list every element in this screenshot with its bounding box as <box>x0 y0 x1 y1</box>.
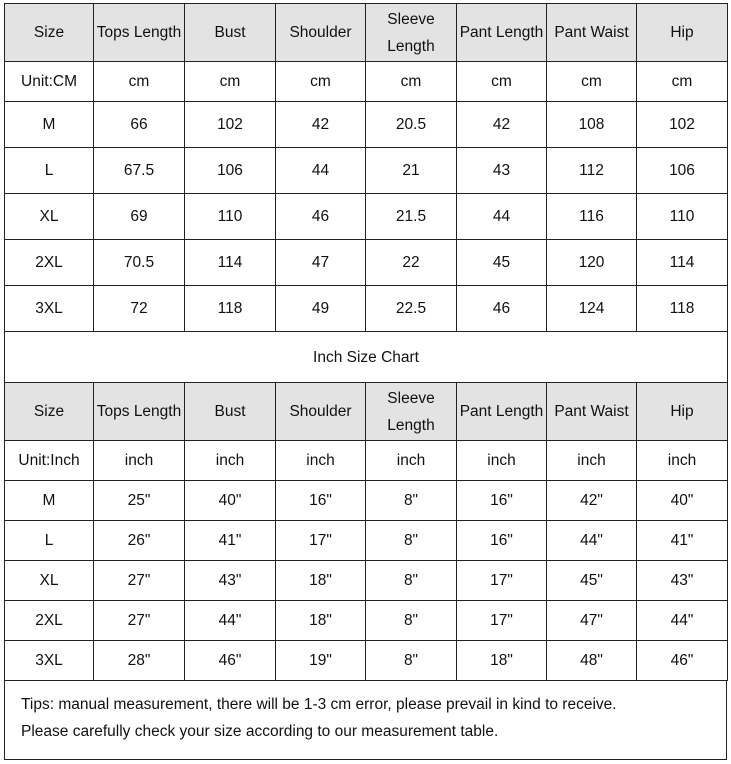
inch-size-row <box>5 561 728 601</box>
measurement-cell: 46" <box>637 641 728 681</box>
col-header-hip: Hip <box>637 383 728 441</box>
measurement-cell: 16" <box>457 481 547 521</box>
measurement-cell: 17" <box>276 521 366 561</box>
measurement-cell: 40" <box>637 481 728 521</box>
col-header-size: Size <box>5 383 94 441</box>
measurement-cell: 27" <box>94 601 185 641</box>
unit-cell: Unit:Inch <box>5 441 94 481</box>
col-header-bust: Bust <box>185 383 276 441</box>
measurement-cell: 47" <box>547 601 637 641</box>
measurement-cell: 120 <box>547 240 637 286</box>
col-header-bust: Bust <box>185 4 276 62</box>
measurement-cell: 22 <box>366 240 457 286</box>
unit-cell: cm <box>547 62 637 102</box>
inch-unit-row <box>5 441 728 481</box>
size-cell: M <box>5 481 94 521</box>
size-chart-sheet <box>4 3 727 760</box>
measurement-cell: 8" <box>366 481 457 521</box>
size-cell: 3XL <box>5 286 94 332</box>
size-cell: 2XL <box>5 240 94 286</box>
col-header-pant-waist: Pant Waist <box>547 4 637 62</box>
measurement-cell: 44" <box>547 521 637 561</box>
measurement-cell: 21.5 <box>366 194 457 240</box>
cm-header-row <box>5 4 728 62</box>
unit-cell: inch <box>457 441 547 481</box>
measurement-cell: 48" <box>547 641 637 681</box>
measurement-cell: 45 <box>457 240 547 286</box>
measurement-cell: 49 <box>276 286 366 332</box>
measurement-cell: 42" <box>547 481 637 521</box>
measurement-cell: 118 <box>637 286 728 332</box>
measurement-cell: 28" <box>94 641 185 681</box>
measurement-cell: 19" <box>276 641 366 681</box>
size-cell: 2XL <box>5 601 94 641</box>
measurement-cell: 41" <box>185 521 276 561</box>
measurement-cell: 8" <box>366 561 457 601</box>
measurement-cell: 17" <box>457 561 547 601</box>
measurement-cell: 108 <box>547 102 637 148</box>
unit-cell: cm <box>457 62 547 102</box>
col-header-pant-waist: Pant Waist <box>547 383 637 441</box>
measurement-cell: 40" <box>185 481 276 521</box>
measurement-cell: 116 <box>547 194 637 240</box>
measurement-cell: 118 <box>185 286 276 332</box>
measurement-cell: 46 <box>276 194 366 240</box>
measurement-cell: 42 <box>457 102 547 148</box>
cm-size-row <box>5 102 728 148</box>
size-chart-table <box>4 3 728 681</box>
measurement-cell: 43" <box>637 561 728 601</box>
measurement-cell: 110 <box>637 194 728 240</box>
measurement-cell: 124 <box>547 286 637 332</box>
measurement-cell: 45" <box>547 561 637 601</box>
measurement-cell: 46 <box>457 286 547 332</box>
measurement-cell: 110 <box>185 194 276 240</box>
measurement-cell: 43" <box>185 561 276 601</box>
col-header-size: Size <box>5 4 94 62</box>
measurement-cell: 27" <box>94 561 185 601</box>
size-cell: XL <box>5 561 94 601</box>
measurement-cell: 25" <box>94 481 185 521</box>
size-cell: M <box>5 102 94 148</box>
measurement-cell: 43 <box>457 148 547 194</box>
unit-cell: cm <box>637 62 728 102</box>
unit-cell: inch <box>94 441 185 481</box>
measurement-cell: 16" <box>276 481 366 521</box>
size-chart-body <box>5 4 728 681</box>
measurement-cell: 106 <box>185 148 276 194</box>
measurement-cell: 47 <box>276 240 366 286</box>
col-header-tops-length: Tops Length <box>94 383 185 441</box>
measurement-cell: 114 <box>185 240 276 286</box>
size-cell: L <box>5 521 94 561</box>
measurement-cell: 42 <box>276 102 366 148</box>
col-header-hip: Hip <box>637 4 728 62</box>
inch-caption-row <box>5 332 728 383</box>
size-cell: XL <box>5 194 94 240</box>
measurement-cell: 44 <box>276 148 366 194</box>
cm-size-row <box>5 148 728 194</box>
inch-size-row <box>5 641 728 681</box>
col-header-tops-length: Tops Length <box>94 4 185 62</box>
measurement-cell: 46" <box>185 641 276 681</box>
measurement-cell: 16" <box>457 521 547 561</box>
measurement-cell: 70.5 <box>94 240 185 286</box>
unit-cell: inch <box>366 441 457 481</box>
col-header-shoulder: Shoulder <box>276 4 366 62</box>
measurement-cell: 18" <box>457 641 547 681</box>
unit-cell: inch <box>637 441 728 481</box>
inch-header-row <box>5 383 728 441</box>
measurement-cell: 44" <box>637 601 728 641</box>
measurement-cell: 8" <box>366 601 457 641</box>
measurement-cell: 66 <box>94 102 185 148</box>
col-header-pant-length: Pant Length <box>457 383 547 441</box>
inch-size-row <box>5 601 728 641</box>
size-cell: 3XL <box>5 641 94 681</box>
col-header-sleeve-length: Sleeve Length <box>366 4 457 62</box>
measurement-cell: 21 <box>366 148 457 194</box>
measurement-cell: 17" <box>457 601 547 641</box>
cm-size-row <box>5 286 728 332</box>
measurement-cell: 8" <box>366 641 457 681</box>
col-header-sleeve-length: Sleeve Length <box>366 383 457 441</box>
measurement-cell: 67.5 <box>94 148 185 194</box>
measurement-cell: 102 <box>185 102 276 148</box>
measurement-cell: 44" <box>185 601 276 641</box>
measurement-cell: 26" <box>94 521 185 561</box>
measurement-cell: 18" <box>276 601 366 641</box>
measurement-cell: 72 <box>94 286 185 332</box>
tips-line-2: Please carefully check your size according to our measurement table. <box>21 723 499 740</box>
measurement-cell: 102 <box>637 102 728 148</box>
unit-cell: inch <box>547 441 637 481</box>
size-cell: L <box>5 148 94 194</box>
tips-box <box>4 681 727 760</box>
unit-cell: cm <box>94 62 185 102</box>
cm-size-row <box>5 240 728 286</box>
measurement-cell: 112 <box>547 148 637 194</box>
col-header-shoulder: Shoulder <box>276 383 366 441</box>
inch-size-row <box>5 521 728 561</box>
measurement-cell: 114 <box>637 240 728 286</box>
measurement-cell: 8" <box>366 521 457 561</box>
unit-cell: inch <box>276 441 366 481</box>
inch-size-row <box>5 481 728 521</box>
measurement-cell: 22.5 <box>366 286 457 332</box>
col-header-pant-length: Pant Length <box>457 4 547 62</box>
measurement-cell: 20.5 <box>366 102 457 148</box>
cm-size-row <box>5 194 728 240</box>
inch-size-chart-caption: Inch Size Chart <box>5 332 728 383</box>
tips-line-1: Tips: manual measurement, there will be 1-3 cm error, please prevail in kind to receive. <box>21 696 617 713</box>
measurement-cell: 44 <box>457 194 547 240</box>
measurement-cell: 18" <box>276 561 366 601</box>
unit-cell: Unit:CM <box>5 62 94 102</box>
unit-cell: cm <box>366 62 457 102</box>
measurement-cell: 106 <box>637 148 728 194</box>
unit-cell: cm <box>185 62 276 102</box>
measurement-cell: 41" <box>637 521 728 561</box>
unit-cell: cm <box>276 62 366 102</box>
cm-unit-row <box>5 62 728 102</box>
measurement-cell: 69 <box>94 194 185 240</box>
unit-cell: inch <box>185 441 276 481</box>
